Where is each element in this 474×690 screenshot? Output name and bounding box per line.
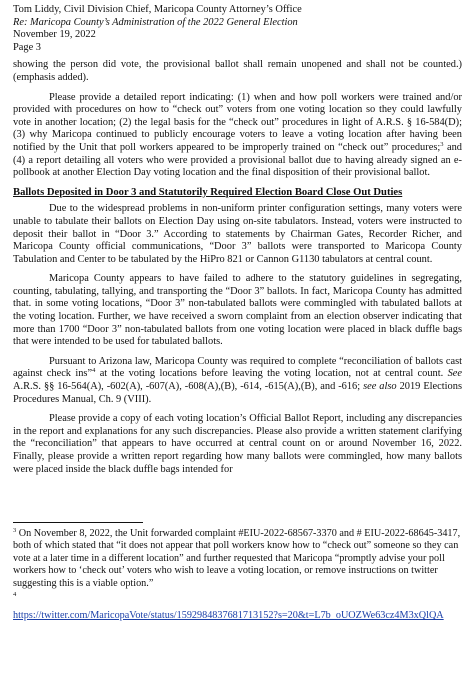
paragraph-check-out-request (13, 92, 462, 180)
letter-body (13, 59, 462, 476)
footnotes (13, 522, 462, 623)
paragraph-text: Pursuant to Arizona law, Maricopa County was required to complete “reconciliation of ballots cast against check ins” (13, 355, 462, 380)
footnote-3-marker: 3 (13, 527, 17, 534)
header-sender: Tom Liddy, Civil Division Chief, Maricopa County Attorney’s Office (13, 4, 302, 15)
letter-header (13, 4, 462, 54)
paragraph-reconciliation (13, 356, 462, 406)
footnote-4 (13, 592, 462, 623)
paragraph-text: Please provide a detailed report indicating: (1) when and how poll workers were trained and/or provided with procedures on how to “check out” voters from one voting location so they could lawfully vote in another location; (2) the legal basis for the “check out” procedures in light of A.R.S. § 16-584(D); (3) why Maricopa continued to publicly encourage voters to leave a voting location after having been notified by the Unit that poll workers appeared to be improperly trained on “check out” procedures; (13, 91, 462, 153)
footnote-ref-3: 3 (440, 140, 444, 148)
paragraph-text: and (4) a report detailing all voters who were provided a provisional ballot due to having already signed an e-pollbook at another Election Day voting location and the final disposition of their provisional ballot. (13, 141, 462, 179)
paragraph-text: A.R.S. §§ 16-564(A), -602(A), -607(A), -608(A),(B), -614, -615(A),(B), and -616; (13, 381, 364, 393)
paragraph-text: 2019 Elections Procedures Manual, Ch. 9 (VIII). (13, 381, 462, 405)
header-page-number: Page 3 (13, 41, 41, 53)
paragraph-text: at the voting locations before leaving the voting location, not at central count. (95, 368, 448, 380)
footnote-ref-4: 4 (92, 367, 96, 375)
footnote-3-text: On November 8, 2022, the Unit forwarded complaint #EIU-2022-68567-3370 and # EIU-2022-68645-3417, both of which stated that “it does not appear that poll workers know how to “check out” someone so they can vote at a later time in a different location” and further requested that Maricopa “promptly advise your poll workers how to ‘check out’ voters who wish to leave a voting location, or remove instructions on twitter suggesting this is a viable option.” (13, 528, 461, 589)
paragraph-official-ballot-report: Please provide a copy of each voting location’s Official Ballot Report, including any discrepancies in the report and explanations for any such discrepancies. Please also provide a written statement clarifying the “reconciliation” that appears to have occurred at central count on or around November 16, 2022. Finally, please provide a written report regarding how many ballots were commingled, how many ballots were placed inside the black duffle bags intended for (13, 413, 462, 475)
footnote-4-link[interactable]: https://twitter.com/MaricopaVote/status/1592984837681713152?s=20&t=L7b_oUOZWe63cz4M3xQlQA (13, 610, 444, 622)
footnote-4-marker: 4 (13, 591, 17, 599)
header-subject: Re: Maricopa County’s Administration of the 2022 General Election (13, 16, 298, 28)
footnote-3 (13, 528, 462, 590)
footnote-divider (13, 522, 143, 523)
header-date: November 19, 2022 (13, 29, 96, 41)
paragraph-commingled: Maricopa County appears to have failed to adhere to the statutory guidelines in segregating, counting, tabulating, tallying, and transporting the “Door 3” ballots. In fact, Maricopa County has admitted that. in some voting locations, “Door 3” non-tabulated ballots were commingled with tabulated ballots at the voting location. Further, we have received a sworn complaint from an election observer indicating that more than 1700 “Door 3” non-tabulated ballots from one voting location were placed in black duffle bags that were intended to be used for tabulated ballots. (13, 273, 462, 348)
section-heading-door-3: Ballots Deposited in Door 3 and Statutorily Required Election Board Close Out Duties (13, 186, 403, 198)
paragraph-continuation: showing the person did vote, the provisional ballot shall remain unopened and shall not be counted.) (emphasis added). (13, 59, 462, 83)
citation-signal: see also (363, 381, 397, 393)
citation-signal: See (447, 368, 462, 380)
paragraph-door-3: Due to the widespread problems in non-uniform printer configuration settings, many voters were unable to tabulate their ballots on Election Day using on-site tabulators. Instead, voters were instructed to deposit their ballot in “Door 3.” According to statements by Chairman Gates, Recorder Richer, and Maricopa County official communications, “Door 3” ballots were transported to Maricopa County Tabulation and Center to be tabulated by the HiPro 821 or Cannon G1130 tabulators at central count. (13, 203, 462, 265)
